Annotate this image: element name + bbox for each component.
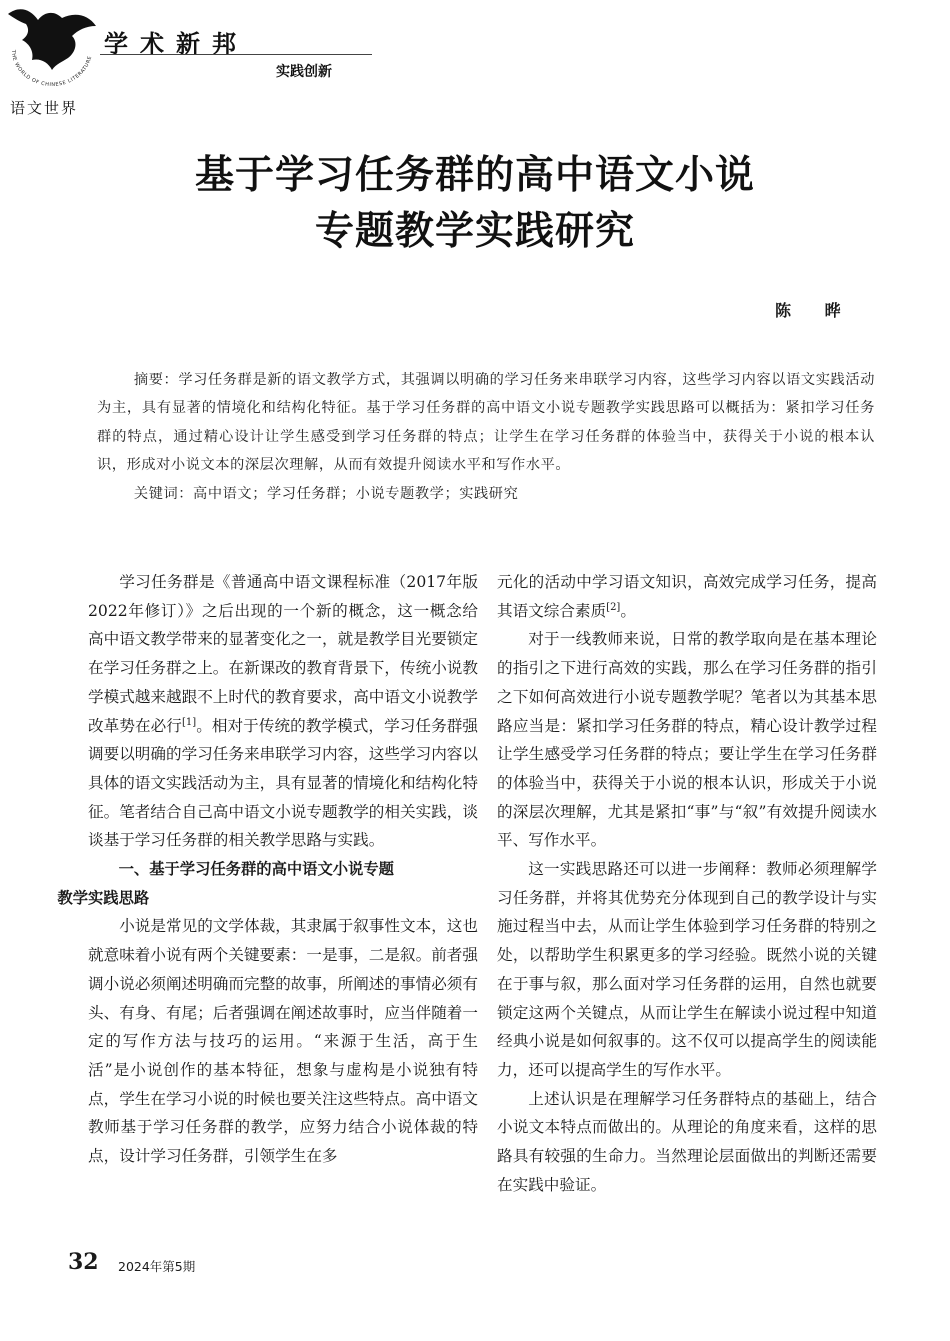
abstract-block (97, 366, 875, 508)
citation-ref: [1] (181, 716, 197, 728)
logo-caption: 语文世界 (10, 99, 79, 117)
paragraph: 上述认识是在理解学习任务群特点的基础上，结合小说文本特点而做出的。从理论的角度来看，这样的思路具有较强的生命力。当然理论层面做出的判断还需要在实践中验证。 (497, 1089, 877, 1194)
article-title-line2: 专题教学实践研究 (314, 209, 635, 254)
section-heading: 一、基于学习任务群的高中语文小说专题 教学实践思路 (57, 860, 394, 907)
journal-logo (4, 4, 100, 88)
dove-icon (8, 9, 96, 70)
column-subtitle: 实践创新 (276, 64, 332, 80)
page-number: 32 (68, 1249, 99, 1275)
paragraph: 学习任务群是《普通高中语文课程标准（2017年版2022年修订）》之后出现的一个新的概念，这一概念给高中语文教学带来的显著变化之一，就是教学目光要锁定在学习任务群之上。在新课改的教育背景下，传统小说教学模式越来越跟不上时代的教育要求，高中语文小说教学改革势在必行[1]。相对于传统的教学模式，学习任务群强调要以明确的学习任务来串联学习内容，这些学习内容以具体的语文实践活动为主，具有显著的情境化和结构化特征。笔者结合自己高中语文小说专题教学的相关实践，谈谈基于学习任务群的相关教学思路与实践。 (88, 573, 478, 850)
header-divider (100, 54, 372, 55)
abstract-text: 摘要：学习任务群是新的语文教学方式，其强调以明确的学习任务来串联学习内容，这些学习内容以语文实践活动为主，具有显著的情境化和结构化特征。基于学习任务群的高中语文小说专题教学实践思路可以概括为：紧扣学习任务群的特点，通过精心设计让学生感受到学习任务群的特点；让学生在学习任务群的体验当中，获得关于小说的根本认识，形成对小说文本的深层次理解，从而有效提升阅读水平和写作水平。 (97, 372, 875, 474)
article-title-line1: 基于学习任务群的高中语文小说 (194, 153, 755, 198)
citation-ref: [2] (606, 601, 621, 613)
keywords: 关键词：高中语文；学习任务群；小说专题教学；实践研究 (133, 485, 519, 502)
column-title: 学术新邦 (104, 30, 248, 58)
paragraph: 小说是常见的文学体裁，其隶属于叙事性文本，这也就意味着小说有两个关键要素：一是事，二是叙。前者强调小说必须阐述明确而完整的故事，所阐述的事情必须有头、有身、有尾；后者强调在阐述故事时，应当伴随着一定的写作方法与技巧的运用。“来源于生活，高于生活”是小说创作的基本特征，想象与虚构是小说独有特点，学生在学习小说的时候也要关注这些特点。高中语文教师基于学习任务群的教学，应努力结合小说体裁的特点，设计学习任务群，引领学生在多 (88, 917, 478, 1166)
paragraph: 这一实践思路还可以进一步阐释：教师必须理解学习任务群，并将其优势充分体现到自己的教学设计与实施过程当中去，从而让学生体验到学习任务群的特别之处，以帮助学生积累更多的学习经验。既然小说的关键在于事与叙，那么面对学习任务群的运用，自然也就要锁定这两个关键点，从而让学生在解读小说过程中知道经典小说是如何叙事的。这不仅可以提高学生的阅读能力，还可以提高学生的写作水平。 (497, 860, 877, 1079)
body-right-column (497, 568, 877, 1199)
svg-text:THE WORLD OF CHINESE LITERATUR: THE WORLD OF CHINESE LITERATURE (9, 49, 94, 88)
paragraph: 元化的活动中学习语文知识，高效完成学习任务，提高其语文综合素质[2]。 (497, 573, 877, 620)
author-name: 陈 晔 (775, 301, 855, 320)
issue-label: 2024年第5期 (118, 1259, 196, 1274)
body-left-column (57, 568, 478, 1171)
paragraph: 对于一线教师来说，日常的教学取向是在基本理论的指引之下进行高效的实践，那么在学习任务群的指引之下如何高效进行小说专题教学呢？笔者以为其基本思路应当是：紧扣学习任务群的特点，精心设计教学过程让学生感受学习任务群的特点；要让学生在学习任务群的体验当中，获得关于小说的根本认识，形成关于小说的深层次理解，尤其是紧扣“事”与“叙”有效提升阅读水平、写作水平。 (497, 630, 877, 850)
